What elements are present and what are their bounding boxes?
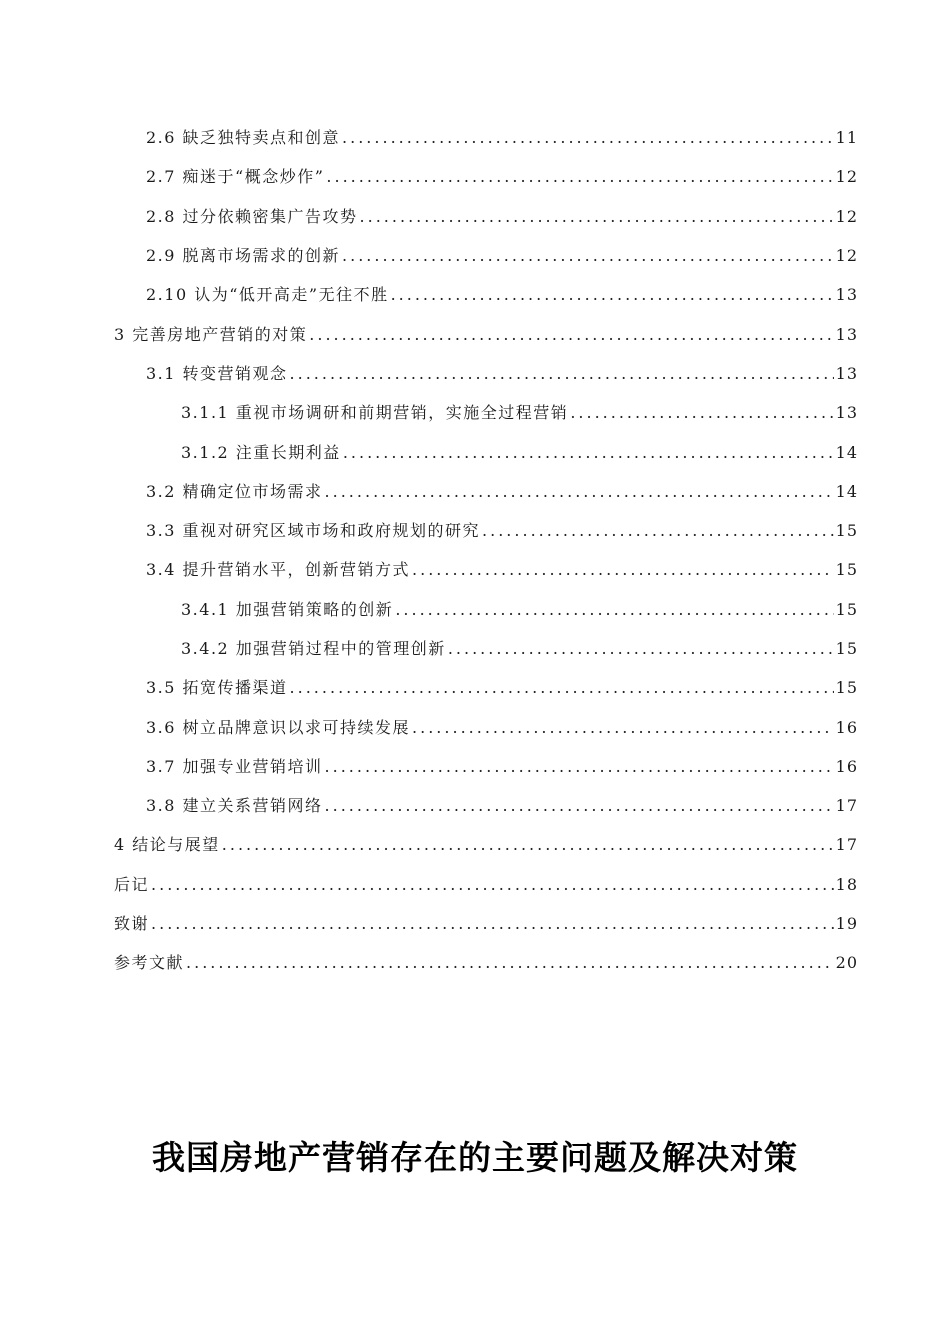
toc-entry-line xyxy=(181,400,858,423)
toc-entry-page-number: 14 xyxy=(835,442,858,462)
toc-entry-page-number: 15 xyxy=(835,560,858,580)
toc-entry[interactable] xyxy=(0,942,950,981)
toc-entry[interactable] xyxy=(0,196,950,235)
dot-leader xyxy=(186,953,834,972)
toc-entry[interactable] xyxy=(0,746,950,785)
dot-leader xyxy=(222,835,834,854)
toc-entry-line xyxy=(146,361,858,384)
toc-entry[interactable] xyxy=(0,156,950,195)
toc-entry-page-number: 12 xyxy=(835,167,858,187)
toc-entry[interactable] xyxy=(0,864,950,903)
toc-entry-page-number: 11 xyxy=(835,128,858,148)
toc-entry[interactable] xyxy=(0,313,950,352)
toc-entry-title: 3.4.1 加强营销策略的创新 xyxy=(181,599,394,619)
dot-leader xyxy=(412,718,834,737)
toc-entry-line xyxy=(114,950,858,973)
toc-entry-page-number: 15 xyxy=(835,521,858,541)
toc-entry[interactable] xyxy=(0,824,950,863)
dot-leader xyxy=(325,796,834,815)
toc-entry-page-number: 12 xyxy=(835,246,858,266)
toc-entry-page-number: 15 xyxy=(835,639,858,658)
toc-entry-page-number: 18 xyxy=(835,874,858,894)
dot-leader xyxy=(151,914,834,933)
toc-entry-line xyxy=(146,125,858,148)
dot-leader xyxy=(290,678,834,697)
dot-leader xyxy=(395,600,833,619)
toc-entry[interactable] xyxy=(0,431,950,470)
toc-entry-line xyxy=(146,675,858,698)
toc-entry[interactable] xyxy=(0,706,950,745)
toc-entry-line xyxy=(146,715,858,738)
toc-entry-title: 3 完善房地产营销的对策 xyxy=(114,324,308,344)
toc-entry-line xyxy=(146,557,858,580)
toc-entry-title: 后记 xyxy=(114,874,150,894)
dot-leader xyxy=(325,757,834,776)
dot-leader xyxy=(151,875,834,894)
toc-entry-page-number: 13 xyxy=(835,285,858,305)
toc-entry-page-number: 17 xyxy=(835,796,858,816)
toc-entry-title: 2.7 痴迷于“概念炒作” xyxy=(146,167,325,187)
dot-leader xyxy=(412,560,834,579)
toc-entry-line xyxy=(146,243,858,266)
toc-entry-page-number: 14 xyxy=(835,481,858,501)
toc-entry-title: 3.2 精确定位市场需求 xyxy=(146,481,323,501)
toc-entry-title: 3.5 拓宽传播渠道 xyxy=(146,678,288,698)
toc-entry-title: 3.6 树立品牌意识以求可持续发展 xyxy=(146,717,411,737)
toc-entry-page-number: 20 xyxy=(835,953,858,973)
toc-entry[interactable] xyxy=(0,274,950,313)
dot-leader xyxy=(482,521,834,540)
toc-entry[interactable] xyxy=(0,117,950,156)
toc-entry[interactable] xyxy=(0,353,950,392)
toc-entry-title: 致谢 xyxy=(114,914,150,934)
toc-entry-line xyxy=(146,204,858,227)
toc-entry-title: 4 结论与展望 xyxy=(114,835,220,855)
toc-entry-title: 3.1.1 重视市场调研和前期营销，实施全过程营销 xyxy=(181,403,569,423)
toc-entry-page-number: 13 xyxy=(835,403,858,423)
toc-entry[interactable] xyxy=(0,667,950,706)
toc-entry-title: 2.9 脱离市场需求的创新 xyxy=(146,246,341,266)
dot-leader xyxy=(309,325,833,344)
dot-leader xyxy=(343,443,834,462)
dot-leader xyxy=(391,285,834,304)
toc-entry-title: 3.4.2 加强营销过程中的管理创新 xyxy=(181,639,446,658)
dot-leader xyxy=(570,403,833,422)
dot-leader xyxy=(290,364,834,383)
toc-entry-page-number: 15 xyxy=(835,599,858,619)
toc-entry-line xyxy=(114,911,858,934)
dot-leader xyxy=(342,128,834,147)
toc-entry-page-number: 16 xyxy=(835,756,858,776)
toc-entry-line xyxy=(181,597,858,620)
toc-entry-page-number: 13 xyxy=(835,363,858,383)
toc-entry-title: 3.1 转变营销观念 xyxy=(146,363,288,383)
toc-entry-line xyxy=(146,518,858,541)
toc-entry-page-number: 16 xyxy=(835,717,858,737)
toc-entry[interactable] xyxy=(0,628,950,667)
toc-entry-page-number: 19 xyxy=(835,914,858,934)
dot-leader xyxy=(326,167,833,186)
toc-entry-line xyxy=(146,479,858,502)
toc-entry[interactable] xyxy=(0,785,950,824)
toc-entry-line xyxy=(114,832,858,855)
toc-entry-line xyxy=(146,754,858,777)
dot-leader xyxy=(360,207,834,226)
toc-entry-line xyxy=(114,322,858,345)
toc-entry-title: 3.1.2 注重长期利益 xyxy=(181,442,341,462)
dot-leader xyxy=(342,246,834,265)
toc-entry-line xyxy=(146,164,858,187)
toc-entry[interactable] xyxy=(0,235,950,274)
toc-entry[interactable] xyxy=(0,589,950,628)
toc-entry[interactable] xyxy=(0,549,950,588)
dot-leader xyxy=(325,482,834,501)
toc-entry-title: 3.8 建立关系营销网络 xyxy=(146,796,323,816)
toc-entry-title: 2.8 过分依赖密集广告攻势 xyxy=(146,206,358,226)
toc-entry-title: 参考文献 xyxy=(114,953,185,973)
toc-entry[interactable] xyxy=(0,392,950,431)
dot-leader xyxy=(448,639,834,658)
toc-entry-title: 2.6 缺乏独特卖点和创意 xyxy=(146,128,341,148)
toc-entry-line xyxy=(146,282,858,305)
table-of-contents xyxy=(0,117,950,982)
toc-entry[interactable] xyxy=(0,903,950,942)
toc-entry-page-number: 15 xyxy=(835,678,858,698)
toc-entry-title: 2.10 认为“低开高走”无往不胜 xyxy=(146,285,389,305)
toc-entry-page-number: 13 xyxy=(835,324,858,344)
toc-entry-title: 3.4 提升营销水平，创新营销方式 xyxy=(146,560,411,580)
toc-entry-line xyxy=(114,872,858,895)
toc-entry-page-number: 17 xyxy=(835,835,858,855)
toc-entry-line xyxy=(181,636,858,659)
toc-entry-line xyxy=(146,793,858,816)
toc-entry[interactable] xyxy=(0,471,950,510)
toc-entry[interactable] xyxy=(0,510,950,549)
toc-entry-title: 3.7 加强专业营销培训 xyxy=(146,756,323,776)
document-title: 我国房地产营销存在的主要问题及解决对策 xyxy=(152,1138,798,1178)
toc-entry-title: 3.3 重视对研究区域市场和政府规划的研究 xyxy=(146,521,481,541)
toc-entry-page-number: 12 xyxy=(835,206,858,226)
toc-entry-line xyxy=(181,440,858,463)
